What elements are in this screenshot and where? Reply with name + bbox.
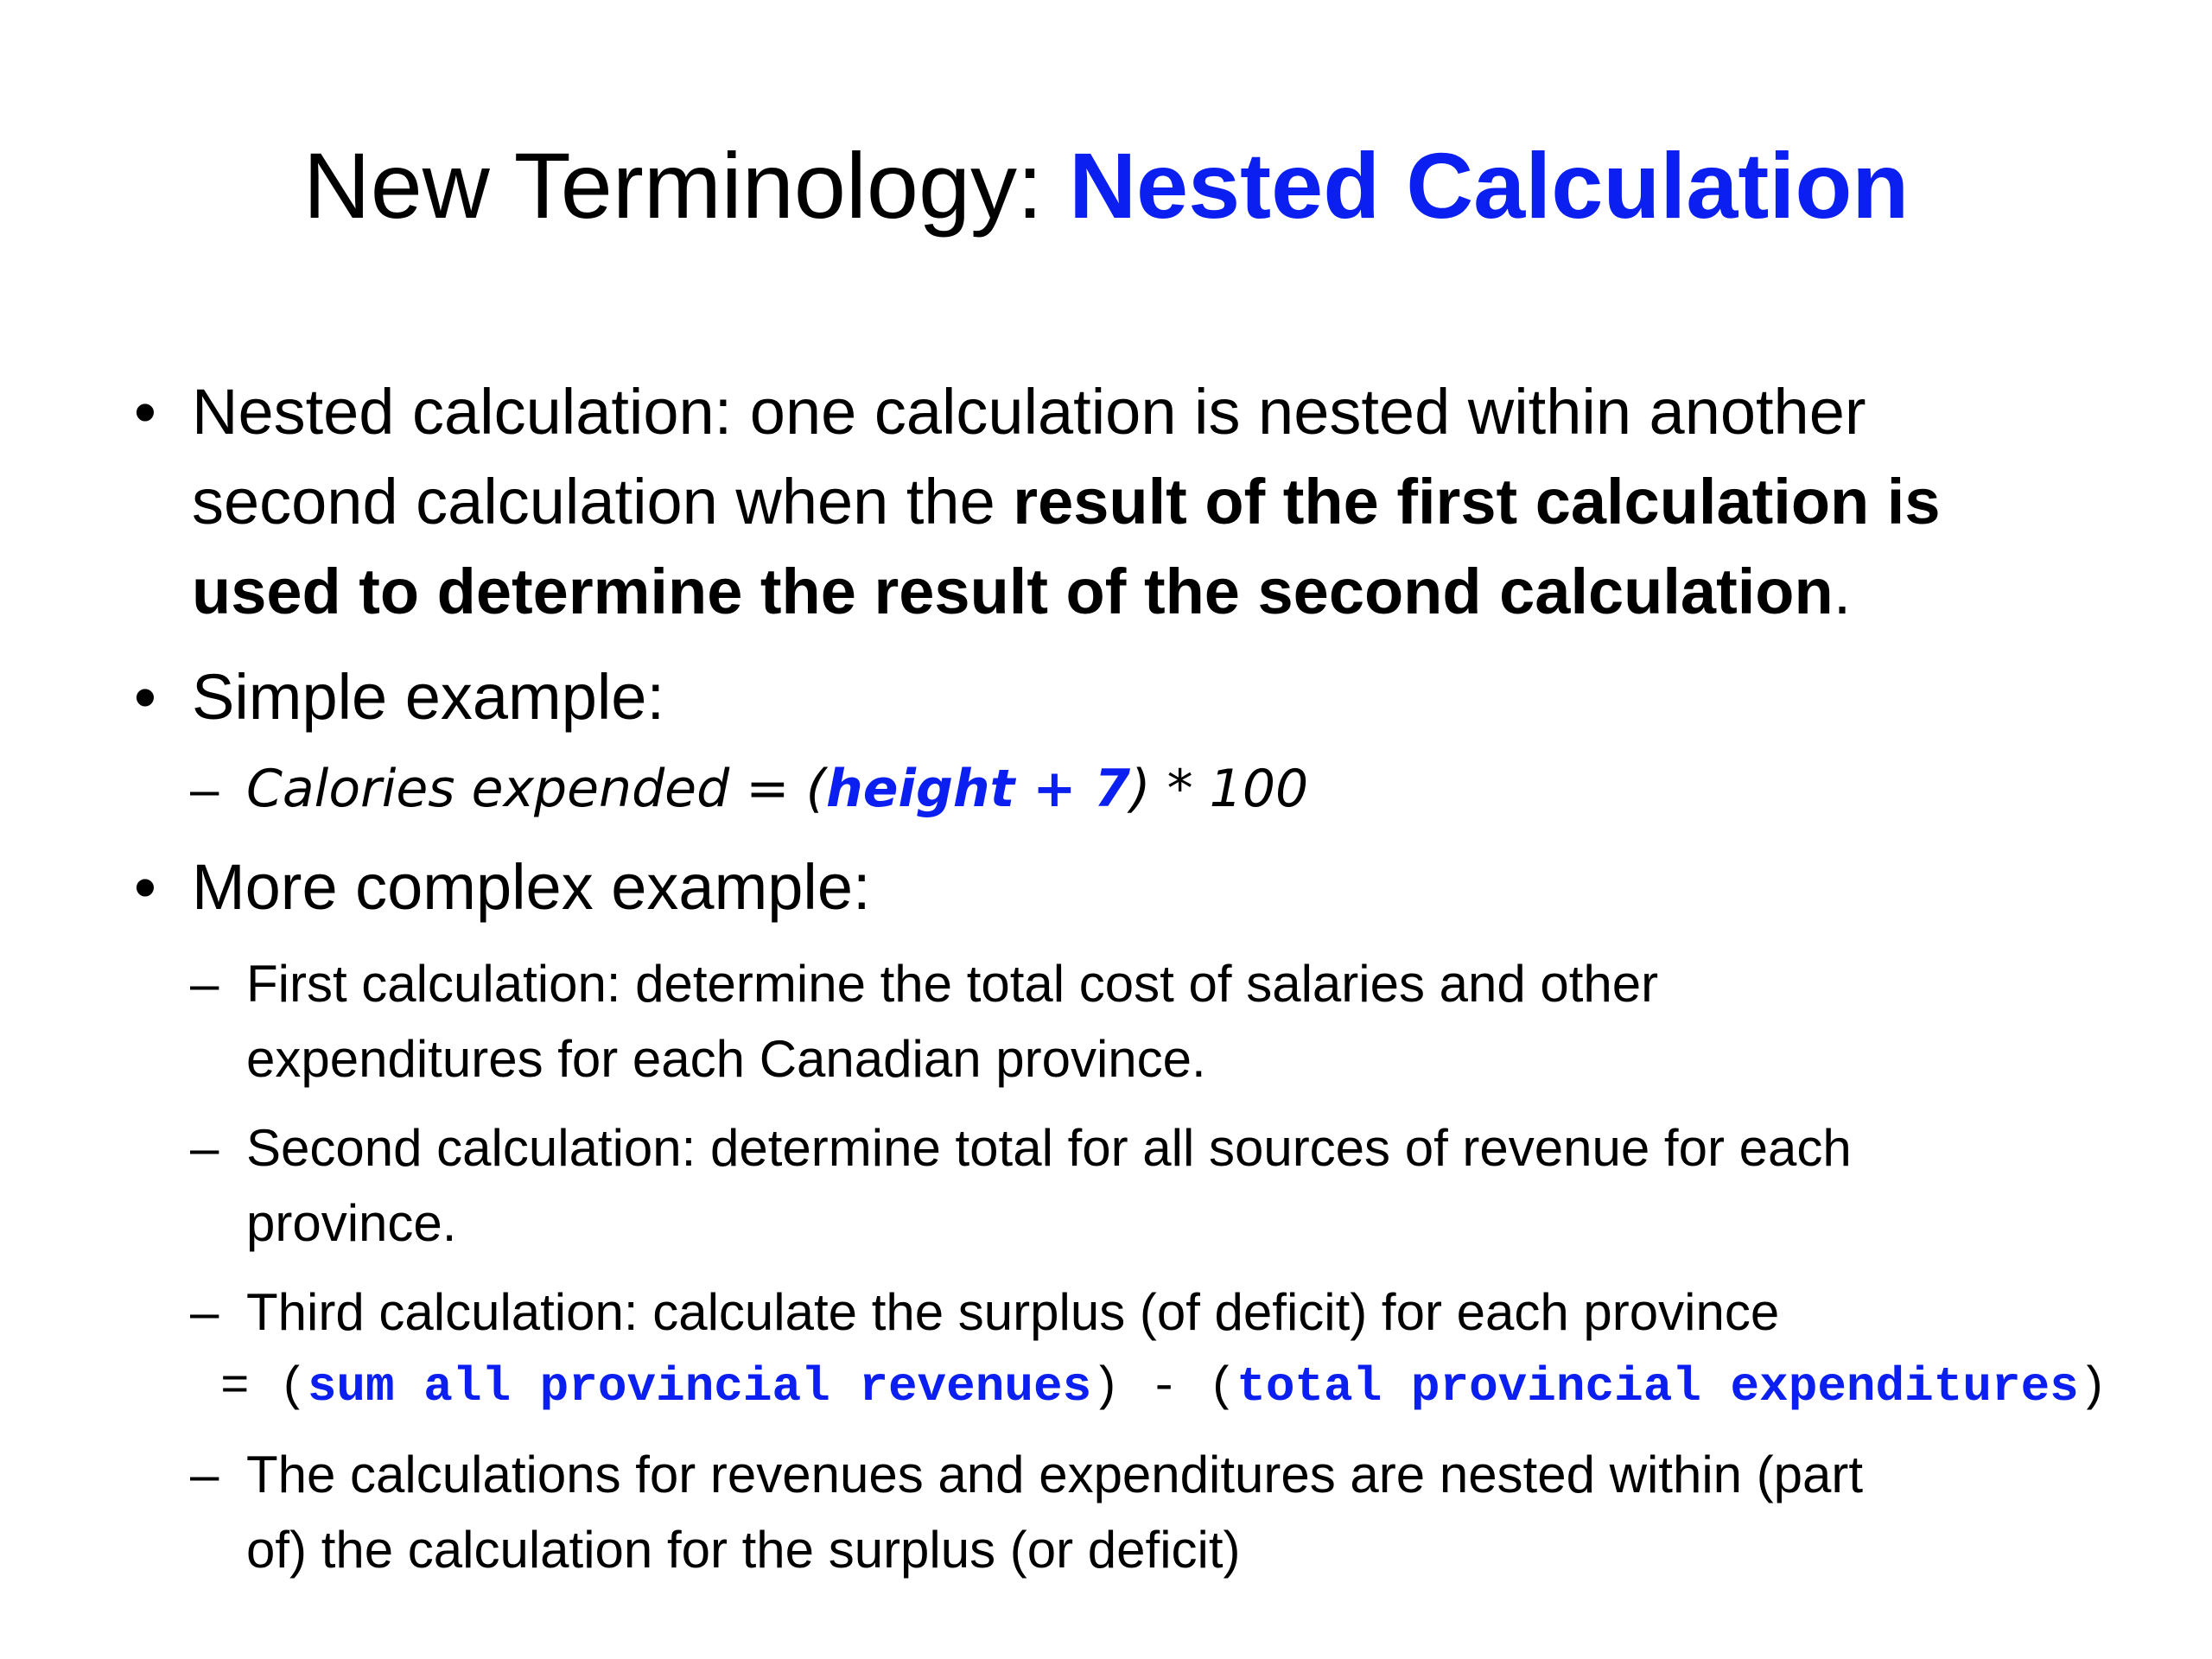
formula-expenditures: total provincial expenditures [1236,1359,2079,1414]
bullet-text: More complex example: [192,851,871,923]
bullet-line-bold: result of the first calculation is [1013,466,1941,537]
sub-bullet-text [246,1274,2104,1350]
formula-revenues: sum all provincial revenues [307,1359,1092,1414]
bullet-text: Simple example: [192,661,665,733]
dash-marker: – [190,1446,219,1503]
bullet-line-plain: second calculation when the [192,466,1014,537]
sub-bullet-line: Third calculation: calculate the surplus (of deficit) for each province [246,1283,1780,1341]
title-accent: Nested Calculation [1069,133,1910,238]
bullet-line [192,547,2179,637]
bullet-marker: • [134,851,156,923]
sub-bullet-line: Second calculation: determine total for all sources of revenue for each [246,1119,1852,1177]
sub-bullet-line: of) the calculation for the surplus (or deficit) [246,1521,1241,1579]
bullet-line-bold: used to determine the result of the second calculation [192,556,1834,627]
formula-label: Calories expended = ( [246,759,826,819]
sub-bullet-text [246,1437,2104,1587]
sub-bullet-text [246,1110,2104,1261]
dash-marker: – [190,955,219,1013]
formula-end: ) [2078,1359,2108,1414]
bullet-line [192,457,2179,547]
formula-accent: height + 7 [826,759,1131,819]
formula-tail: ) * 100 [1130,759,1309,819]
formula-eq: = ( [220,1359,308,1414]
bullet-marker: • [134,376,156,448]
sub-bullet-text [246,946,2104,1096]
formula-minus: ) - ( [1091,1359,1237,1414]
bullet-marker: • [134,661,156,733]
sub-bullet-text [246,752,2104,827]
bullet-line-end: . [1833,556,1852,627]
title-prefix: New Terminology: [302,133,1070,238]
dash-marker: – [190,760,219,818]
sub-bullet-line: The calculations for revenues and expenditures are nested within (part [246,1446,1864,1503]
sub-bullet-line: First calculation: determine the total cost of salaries and other [246,955,1659,1013]
surplus-formula [220,1352,2107,1421]
sub-bullet-line: expenditures for each Canadian province. [246,1030,1206,1088]
slide-title [0,130,2212,242]
sub-bullet-line: province. [246,1194,457,1252]
dash-marker: – [190,1119,219,1177]
bullet-text [192,367,2179,637]
dash-marker: – [190,1283,219,1341]
bullet-line: Nested calculation: one calculation is nested within another [192,376,1866,448]
